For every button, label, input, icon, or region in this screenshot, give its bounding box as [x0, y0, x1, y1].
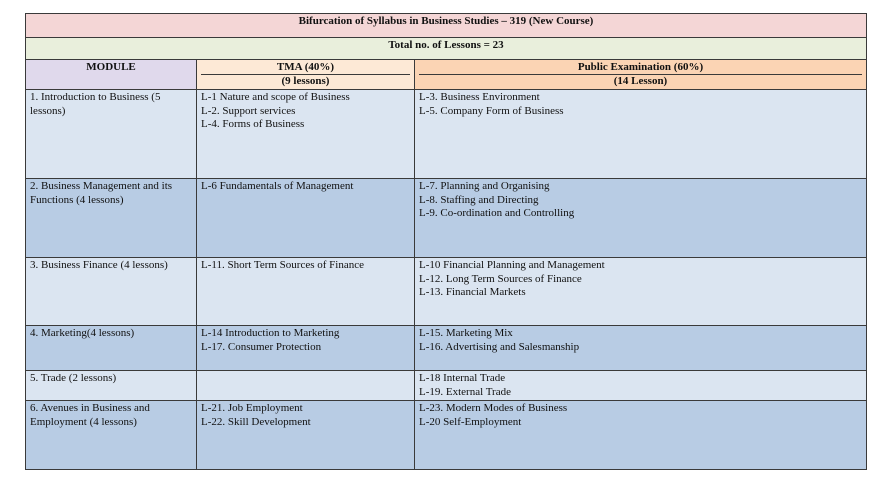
tma-cell [197, 179, 415, 258]
lesson-item: L-6 Fundamentals of Management [201, 180, 354, 192]
module-cell: 4. Marketing(4 lessons) [26, 326, 197, 371]
public-cell [415, 179, 867, 258]
tma-cell [197, 90, 415, 179]
lesson-item: L-12. Long Term Sources of Finance [419, 272, 582, 285]
header-tma-sub: (9 lessons) [201, 74, 410, 88]
module-cell: 5. Trade (2 lessons) [26, 371, 197, 401]
lesson-item: L-16. Advertising and Salesmanship [419, 340, 580, 353]
lesson-item: L-4. Forms of Business [201, 118, 305, 130]
header-tma-label: TMA (40%) [276, 61, 335, 73]
lesson-item: L-2. Support services [201, 104, 296, 117]
lesson-item: L-9. Co-ordination and Controlling [419, 207, 575, 219]
lesson-item: L-1 Nature and scope of Business [201, 91, 350, 103]
module-cell: 3. Business Finance (4 lessons) [26, 258, 197, 326]
module-cell: 6. Avenues in Business and Employment (4 lessons) [26, 401, 197, 470]
lesson-item: L-21. Job Employment [201, 402, 303, 414]
tma-cell [197, 258, 415, 326]
table-row [26, 401, 867, 470]
lesson-item: L-18 Internal Trade [419, 372, 506, 384]
lesson-item: L-20 Self-Employment [419, 415, 522, 428]
tma-cell [197, 326, 415, 371]
lesson-item: L-13. Financial Markets [419, 286, 526, 298]
lesson-item: L-14 Introduction to Marketing [201, 327, 340, 339]
table-row [26, 90, 867, 179]
lesson-item: L-19. External Trade [419, 385, 511, 398]
header-module: MODULE [26, 60, 197, 90]
lesson-item: L-10 Financial Planning and Management [419, 259, 605, 271]
tma-cell [197, 401, 415, 470]
header-public [415, 60, 867, 90]
lesson-item: L-7. Planning and Organising [419, 180, 550, 192]
tma-cell [197, 371, 415, 401]
header-row [26, 60, 867, 90]
table-row [26, 326, 867, 371]
lesson-item: L-23. Modern Modes of Business [419, 402, 568, 414]
table-title: Bifurcation of Syllabus in Business Studies – 319 (New Course) [26, 14, 867, 38]
header-public-sub: (14 Lesson) [419, 74, 862, 88]
public-cell [415, 90, 867, 179]
lesson-item: L-3. Business Environment [419, 91, 540, 103]
total-lessons: Total no. of Lessons = 23 [26, 38, 867, 60]
table-row [26, 179, 867, 258]
header-public-label: Public Examination (60%) [577, 61, 704, 73]
lesson-item: L-8. Staffing and Directing [419, 193, 539, 206]
lesson-item: L-11. Short Term Sources of Finance [201, 259, 364, 271]
lesson-item: L-15. Marketing Mix [419, 327, 513, 339]
total-row [26, 38, 867, 60]
header-tma [197, 60, 415, 90]
syllabus-table [25, 13, 867, 470]
module-cell: 2. Business Management and its Functions (4 lessons) [26, 179, 197, 258]
lesson-item: L-17. Consumer Protection [201, 340, 322, 353]
lesson-item: L-22. Skill Development [201, 415, 311, 428]
public-cell [415, 371, 867, 401]
public-cell [415, 258, 867, 326]
lesson-item: L-5. Company Form of Business [419, 104, 564, 117]
table-row [26, 258, 867, 326]
public-cell [415, 401, 867, 470]
public-cell [415, 326, 867, 371]
title-row [26, 14, 867, 38]
table-row [26, 371, 867, 401]
module-cell: 1. Introduction to Business (5 lessons) [26, 90, 197, 179]
